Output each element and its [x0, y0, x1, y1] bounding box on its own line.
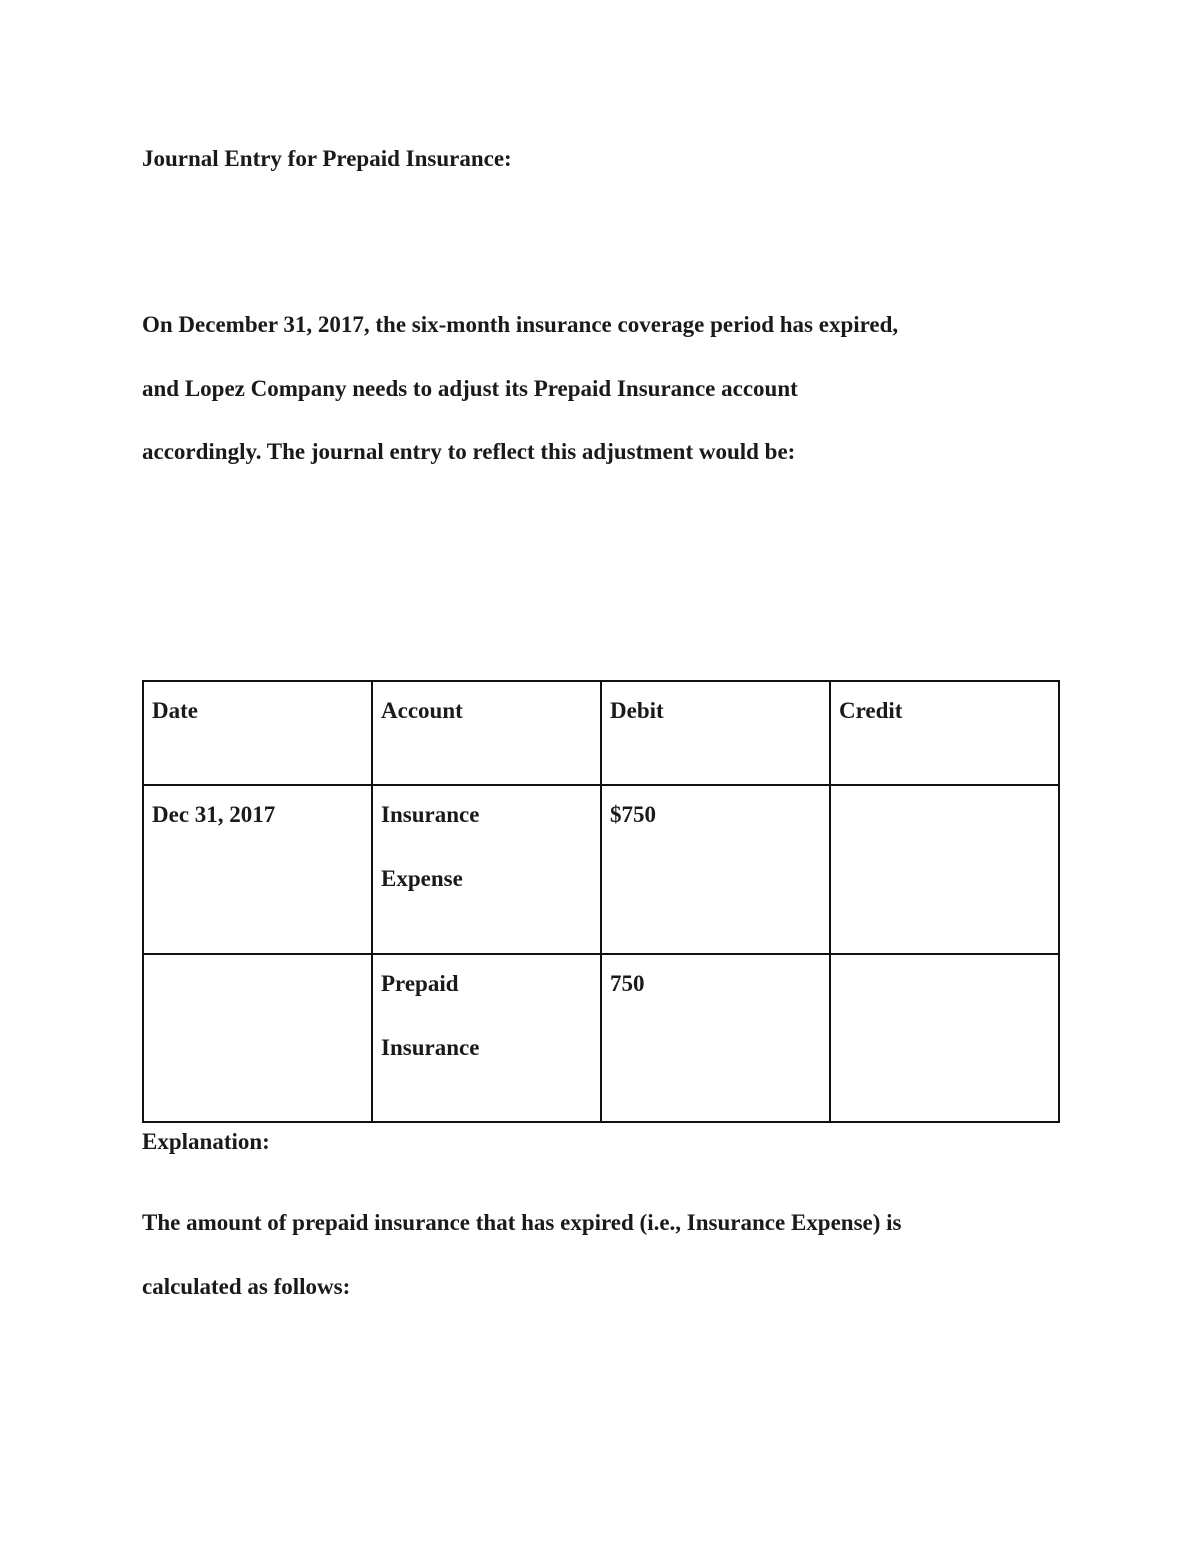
intro-line: accordingly. The journal entry to reflect this adjustment would be: [142, 439, 796, 464]
header-credit: Credit [830, 681, 1059, 785]
account-line: Insurance [381, 1034, 480, 1060]
document-title: Journal Entry for Prepaid Insurance: [142, 146, 512, 171]
intro-line: On December 31, 2017, the six-month insurance coverage period has expired, [142, 312, 899, 337]
account-line: Expense [381, 865, 463, 891]
explanation-line: calculated as follows: [142, 1273, 351, 1299]
account-line: Insurance [381, 802, 480, 827]
cell-credit [830, 954, 1059, 1122]
intro-paragraph [142, 310, 1072, 501]
cell-account [372, 954, 601, 1122]
explanation-line: The amount of prepaid insurance that has expired (i.e., Insurance Expense) is [142, 1210, 902, 1235]
table-row [143, 954, 1059, 1122]
cell-credit [830, 785, 1059, 954]
cell-account [372, 785, 601, 954]
header-debit: Debit [601, 681, 830, 785]
cell-date: Dec 31, 2017 [143, 785, 372, 954]
journal-entry-table [142, 680, 1060, 1123]
header-account: Account [372, 681, 601, 785]
explanation-heading: Explanation: [142, 1129, 270, 1154]
cell-debit: 750 [601, 954, 830, 1122]
header-date: Date [143, 681, 372, 785]
table-header-row [143, 681, 1059, 785]
explanation-paragraph [142, 1208, 1072, 1335]
cell-date [143, 954, 372, 1122]
table-row [143, 785, 1059, 954]
account-line: Prepaid [381, 971, 459, 996]
cell-debit: $750 [601, 785, 830, 954]
intro-line: and Lopez Company needs to adjust its Prepaid Insurance account [142, 375, 798, 401]
